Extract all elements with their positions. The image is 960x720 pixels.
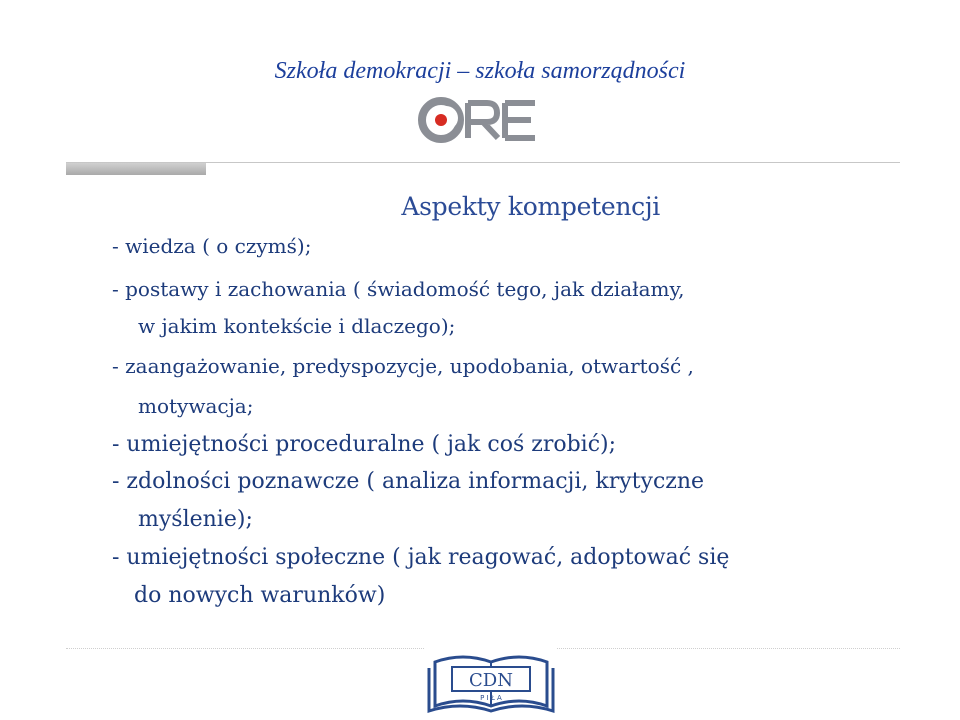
cdn-logo: [425, 648, 557, 716]
list-item: motywacja;: [138, 394, 254, 418]
cdn-logo-subtext: P I Ł A: [480, 694, 502, 702]
cdn-logo-text: CDN: [469, 670, 513, 691]
top-divider: [66, 160, 900, 176]
list-item: - wiedza ( o czymś);: [112, 234, 312, 258]
list-item: do nowych warunków): [134, 583, 386, 608]
list-item: - umiejętności proceduralne ( jak coś zrobić);: [112, 432, 617, 457]
list-item: myślenie);: [138, 507, 253, 532]
ore-logo: [413, 93, 541, 148]
list-item: - umiejętności społeczne ( jak reagować, adoptować się: [112, 545, 730, 570]
list-item: - zaangażowanie, predyspozycje, upodobania, otwartość ,: [112, 354, 694, 378]
list-item: - postawy i zachowania ( świadomość tego, jak działamy,: [112, 277, 685, 301]
header-title: Szkoła demokracji – szkoła samorządności: [274, 58, 686, 84]
list-item: - zdolności poznawcze ( analiza informacji, krytyczne: [112, 469, 705, 494]
list-item: w jakim kontekście i dlaczego);: [138, 314, 456, 338]
slide-title: Aspekty kompetencji: [401, 192, 660, 221]
